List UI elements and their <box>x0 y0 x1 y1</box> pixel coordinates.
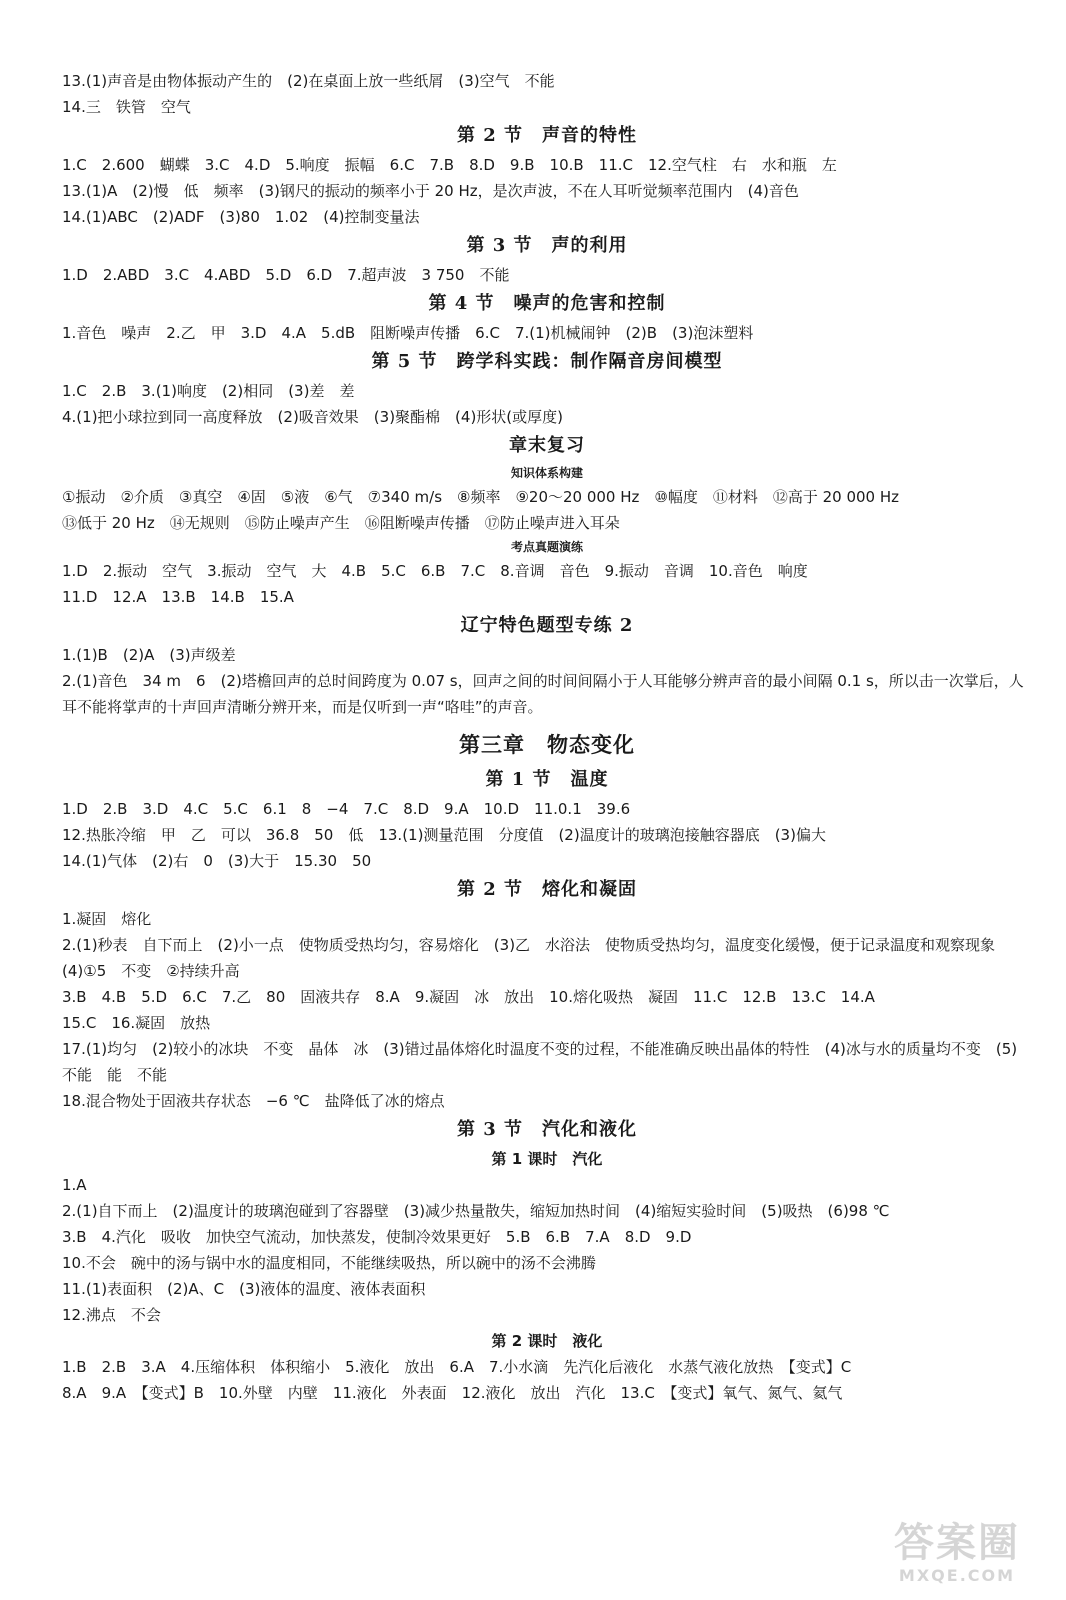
answer-line: 14.三 铁管 空气 <box>62 98 191 116</box>
answer-line: 12.热胀冷缩 甲 乙 可以 36.8 50 低 13.(1)测量范围 分度值 (2)温度计的玻璃泡接触容器底 (3)偏大 <box>62 826 826 844</box>
lesson-heading: 第 2 课时 液化 <box>491 1332 603 1350</box>
watermark <box>872 1520 1042 1590</box>
section-heading: 辽宁特色题型专练 2 <box>460 615 634 636</box>
answer-line: 3.B 4.B 5.D 6.C 7.乙 80 固液共存 8.A 9.凝固 冰 放出 10.熔化吸热 凝固 11.C 12.B 13.C 14.A <box>62 988 875 1006</box>
answer-line: 8.A 9.A 【变式】B 10.外壁 内壁 11.液化 外表面 12.液化 放出 汽化 13.C 【变式】氧气、氮气、氦气 <box>62 1384 843 1402</box>
answer-line: 10.不会 碗中的汤与锅中水的温度相同，不能继续吸热，所以碗中的汤不会沸腾 <box>62 1254 596 1272</box>
answer-line: 1.C 2.B 3.(1)响度 (2)相同 (3)差 差 <box>62 382 355 400</box>
answer-line: 13.(1)A (2)慢 低 频率 (3)钢尺的振动的频率小于 20 Hz，是次声波，不在人耳听觉频率范围内 (4)音色 <box>62 182 799 200</box>
answer-page <box>62 68 1032 1406</box>
watermark-url: MXQE.COM <box>898 1566 1016 1585</box>
answer-line: 2.(1)秒表 自下而上 (2)小一点 使物质受热均匀，容易熔化 (3)乙 水浴法 使物质受热均匀，温度变化缓慢，便于记录温度和观察现象 (4)①5 不变 ②持续升高 <box>62 936 1011 980</box>
subsection-heading: 知识体系构建 <box>510 466 583 480</box>
section-heading: 章末复习 <box>509 435 585 456</box>
answer-line: 1.B 2.B 3.A 4.压缩体积 体积缩小 5.液化 放出 6.A 7.小水滴 先汽化后液化 水蒸气液化放热 【变式】C <box>62 1358 852 1376</box>
answer-line: 14.(1)气体 (2)右 0 (3)大于 15.30 50 <box>62 852 372 870</box>
answer-line: 4.(1)把小球拉到同一高度释放 (2)吸音效果 (3)聚酯棉 (4)形状(或厚度) <box>62 408 564 426</box>
answer-line: 11.(1)表面积 (2)A、C (3)液体的温度、液体表面积 <box>62 1280 426 1298</box>
section-heading: 第 4 节 噪声的危害和控制 <box>428 293 666 314</box>
section-heading: 第 1 节 温度 <box>485 769 609 790</box>
lesson-heading: 第 1 课时 汽化 <box>491 1150 603 1168</box>
watermark-logo: 答案圈 <box>894 1519 1020 1566</box>
subsection-heading: 考点真题演练 <box>510 540 583 554</box>
section-heading: 第 3 节 汽化和液化 <box>456 1119 638 1140</box>
answer-line: 1.(1)B (2)A (3)声级差 <box>62 646 236 664</box>
answer-line: 14.(1)ABC (2)ADF (3)80 1.02 (4)控制变量法 <box>62 208 420 226</box>
answer-line: 3.B 4.汽化 吸收 加快空气流动，加快蒸发，使制冷效果更好 5.B 6.B 7.A 8.D 9.D <box>62 1228 692 1246</box>
answer-line: 1.D 2.ABD 3.C 4.ABD 5.D 6.D 7.超声波 3 750 不能 <box>62 266 510 284</box>
answer-line: 1.A <box>62 1176 87 1194</box>
answer-line: 15.C 16.凝固 放热 <box>62 1014 211 1032</box>
section-heading: 第 2 节 熔化和凝固 <box>456 879 638 900</box>
answer-line: 1.D 2.振动 空气 3.振动 空气 大 4.B 5.C 6.B 7.C 8.音调 音色 9.振动 音调 10.音色 响度 <box>62 562 808 580</box>
answer-line: 1.D 2.B 3.D 4.C 5.C 6.1 8 −4 7.C 8.D 9.A 10.D 11.0.1 39.6 <box>62 800 631 818</box>
answer-line: 2.(1)音色 34 m 6 (2)塔檐回声的总时间跨度为 0.07 s，回声之间的时间间隔小于人耳能够分辨声音的最小间隔 0.1 s，所以击一次掌后，人耳不能将掌声的十声回声清晰分辨开来，而是仅听到一声“咯哇”的声音。 <box>62 672 1024 716</box>
answer-line: ⑬低于 20 Hz ⑭无规则 ⑮防止噪声产生 ⑯阻断噪声传播 ⑰防止噪声进入耳朵 <box>62 514 620 532</box>
answer-line: 2.(1)自下而上 (2)温度计的玻璃泡碰到了容器壁 (3)减少热量散失，缩短加热时间 (4)缩短实验时间 (5)吸热 (6)98 ℃ <box>62 1202 890 1220</box>
section-heading: 第 2 节 声音的特性 <box>456 125 638 146</box>
answer-line: 17.(1)均匀 (2)较小的冰块 不变 晶体 冰 (3)错过晶体熔化时温度不变的过程，不能准确反映出晶体的特性 (4)冰与水的质量均不变 (5)不能 能 不能 <box>62 1040 1018 1084</box>
answer-line: 1.凝固 熔化 <box>62 910 152 928</box>
answer-line: 12.沸点 不会 <box>62 1306 161 1324</box>
answer-line: 11.D 12.A 13.B 14.B 15.A <box>62 588 294 606</box>
section-heading: 第 5 节 跨学科实践：制作隔音房间模型 <box>371 351 723 372</box>
answer-line: 18.混合物处于固液共存状态 −6 ℃ 盐降低了冰的熔点 <box>62 1092 445 1110</box>
answer-line: 1.C 2.600 蝴蝶 3.C 4.D 5.响度 振幅 6.C 7.B 8.D 9.B 10.B 11.C 12.空气柱 右 水和瓶 左 <box>62 156 837 174</box>
chapter-heading: 第三章 物态变化 <box>459 732 635 757</box>
section-heading: 第 3 节 声的利用 <box>466 235 628 256</box>
answer-line: 1.音色 噪声 2.乙 甲 3.D 4.A 5.dB 阻断噪声传播 6.C 7.(1)机械闹钟 (2)B (3)泡沫塑料 <box>62 324 754 342</box>
answer-line: 13.(1)声音是由物体振动产生的 (2)在桌面上放一些纸屑 (3)空气 不能 <box>62 72 555 90</box>
answer-line: ①振动 ②介质 ③真空 ④固 ⑤液 ⑥气 ⑦340 m/s ⑧频率 ⑨20～20 000 Hz ⑩幅度 ⑪材料 ⑫高于 20 000 Hz <box>62 488 900 506</box>
